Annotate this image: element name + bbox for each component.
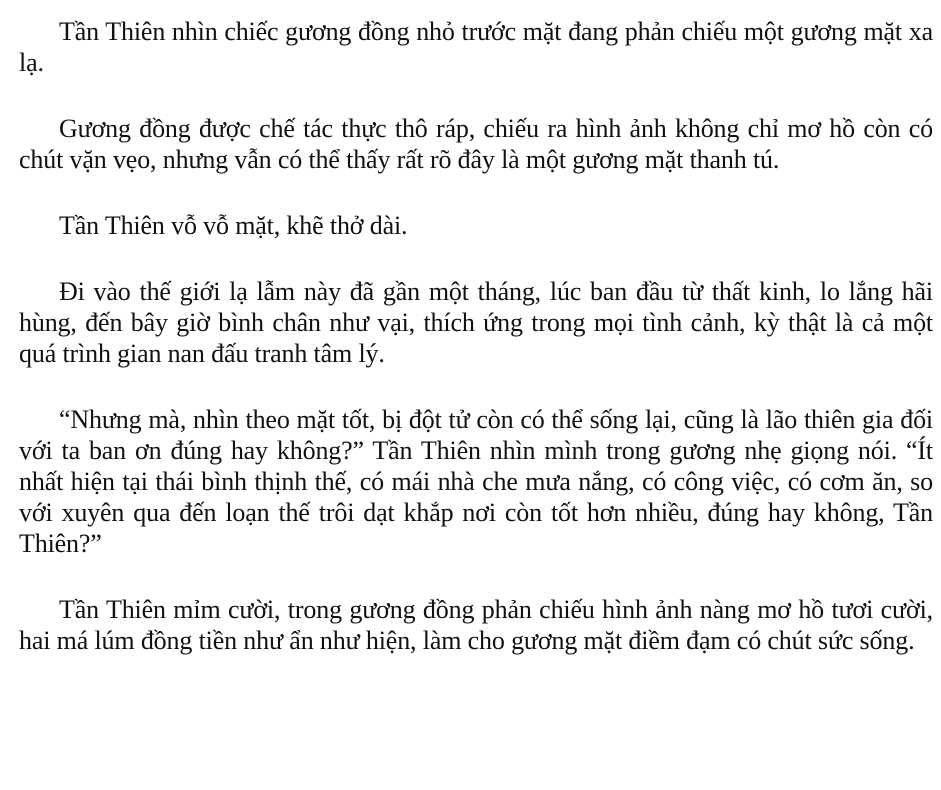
paragraph-2: Gương đồng được chế tác thực thô ráp, chiếu ra hình ảnh không chỉ mơ hồ còn có chút vặn vẹo, nhưng vẫn có thể thấy rất rõ đây là một gương mặt thanh tú.: [19, 114, 933, 174]
paragraph-3: Tần Thiên vỗ vỗ mặt, khẽ thở dài.: [59, 211, 408, 240]
paragraph-6: Tần Thiên mỉm cười, trong gương đồng phản chiếu hình ảnh nàng mơ hồ tươi cười, hai má lúm đồng tiền như ẩn như hiện, làm cho gương mặt điềm đạm có chút sức sống.: [19, 595, 933, 655]
paragraph-1: Tần Thiên nhìn chiếc gương đồng nhỏ trước mặt đang phản chiếu một gương mặt xa lạ.: [19, 17, 933, 77]
paragraph-5: “Nhưng mà, nhìn theo mặt tốt, bị đột tử còn có thể sống lại, cũng là lão thiên gia đối với ta ban ơn đúng hay không?” Tần Thiên nhìn mình trong gương nhẹ giọng nói. “Ít nhất hiện tại thái bình thịnh thế, có mái nhà che mưa nắng, có công việc, có cơm ăn, so với xuyên qua đến loạn thế trôi dạt khắp nơi còn tốt hơn nhiều, đúng hay không, Tần Thiên?”: [19, 405, 933, 558]
paragraph-4: Đi vào thế giới lạ lẫm này đã gần một tháng, lúc ban đầu từ thất kinh, lo lắng hãi hùng, đến bây giờ bình chân như vại, thích ứng trong mọi tình cảnh, kỳ thật là cả một quá trình gian nan đấu tranh tâm lý.: [19, 277, 933, 368]
